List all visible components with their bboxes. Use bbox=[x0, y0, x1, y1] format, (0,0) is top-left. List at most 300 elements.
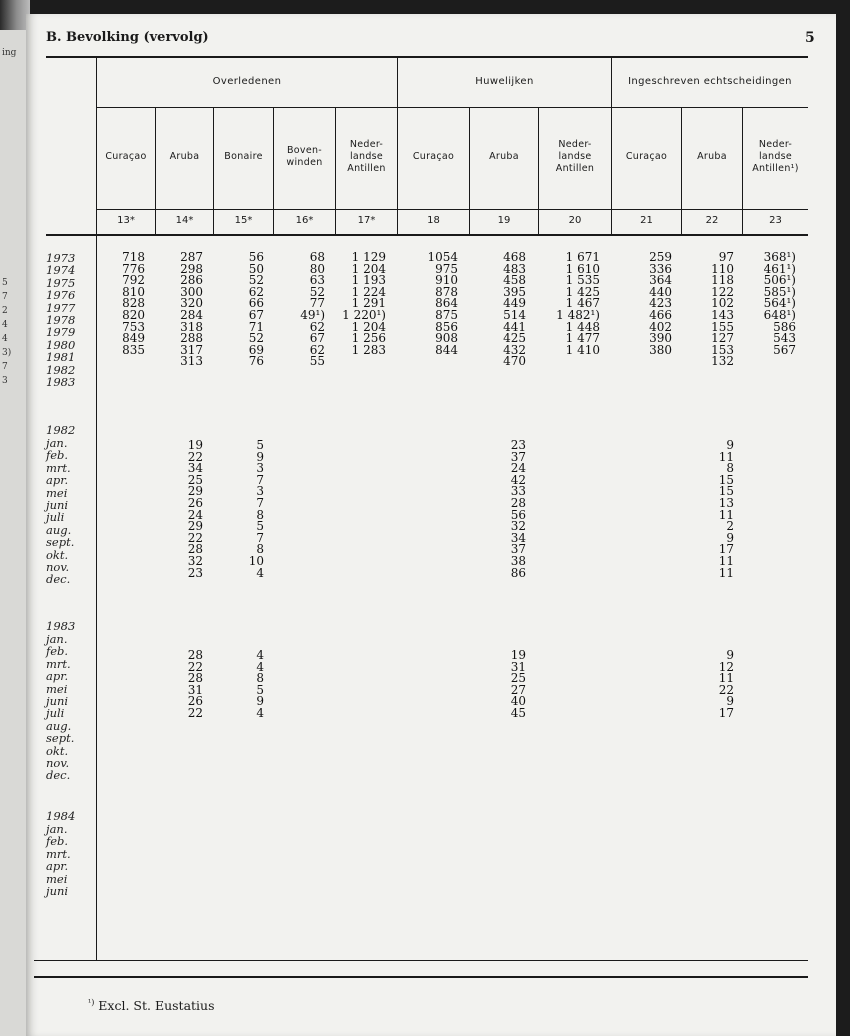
column-number: 15* bbox=[234, 215, 253, 226]
table-cell: 55 bbox=[309, 354, 325, 369]
footnote-rule bbox=[34, 976, 808, 978]
table-cell: 395 bbox=[503, 284, 526, 299]
data-column bbox=[540, 252, 600, 380]
table-cell: 31 bbox=[187, 682, 203, 697]
table-cell: 22 bbox=[187, 530, 203, 545]
row-label: 1978 bbox=[46, 313, 76, 328]
column-number: 17* bbox=[357, 215, 376, 226]
table-cell: 11 bbox=[718, 553, 734, 568]
table-cell: 9 bbox=[256, 694, 264, 709]
row-label: feb. bbox=[46, 644, 69, 659]
row-label: mrt. bbox=[46, 460, 71, 475]
table-cell: 38 bbox=[510, 553, 526, 568]
table-cell: 849 bbox=[122, 331, 145, 346]
table-cell bbox=[736, 368, 796, 380]
table-cell: 3 bbox=[256, 484, 264, 499]
row-label: 1983 bbox=[46, 375, 76, 390]
row-label: nov. bbox=[46, 756, 70, 771]
footnote bbox=[88, 998, 215, 1013]
table-cell: 317 bbox=[180, 342, 203, 357]
column-header: Bonaire bbox=[224, 151, 263, 162]
data-column bbox=[143, 440, 203, 579]
table-cell: 470 bbox=[503, 354, 526, 369]
page-number: 5 bbox=[805, 30, 815, 46]
table-cell: 23 bbox=[510, 438, 526, 452]
column-header: Neder- landse Antillen¹) bbox=[752, 139, 799, 174]
row-label: mei bbox=[46, 681, 68, 696]
table-cell: 118 bbox=[711, 273, 734, 288]
table-cell: 461¹) bbox=[763, 261, 796, 276]
table-cell: 440 bbox=[649, 284, 672, 299]
row-label: 1975 bbox=[46, 275, 76, 290]
table-cell bbox=[674, 368, 734, 380]
data-column bbox=[674, 650, 734, 720]
table-bottom-rule bbox=[34, 960, 808, 961]
table-cell: 390 bbox=[649, 331, 672, 346]
row-label: dec. bbox=[46, 572, 71, 587]
table-cell: 9 bbox=[726, 438, 734, 452]
table-cell: 17 bbox=[718, 705, 734, 720]
data-column bbox=[204, 650, 264, 720]
row-label: mei bbox=[46, 485, 68, 500]
row-label: jan. bbox=[46, 632, 68, 646]
table-cell bbox=[143, 368, 203, 380]
margin-fragment: 4 bbox=[2, 334, 8, 344]
table-cell: 32 bbox=[510, 519, 526, 534]
table-cell: 1 129 bbox=[351, 250, 386, 264]
margin-fragment: 5 bbox=[2, 278, 8, 288]
table-cell: 77 bbox=[309, 296, 325, 311]
table-cell: 4 bbox=[256, 565, 264, 580]
table-cell: 856 bbox=[435, 319, 458, 334]
table-cell: 69 bbox=[248, 342, 264, 357]
row-label: apr. bbox=[46, 473, 69, 488]
data-column bbox=[736, 252, 796, 380]
table-cell: 1 283 bbox=[351, 342, 386, 357]
table-cell: 5 bbox=[256, 519, 264, 534]
table-cell: 86 bbox=[510, 565, 526, 580]
table-cell: 506¹) bbox=[763, 273, 796, 288]
column-number: 18 bbox=[427, 215, 440, 226]
column-header: Aruba bbox=[489, 151, 519, 162]
table-cell: 31 bbox=[510, 659, 526, 674]
row-label: feb. bbox=[46, 448, 69, 463]
table-cell: 80 bbox=[309, 261, 325, 276]
table-cell: 910 bbox=[435, 273, 458, 288]
table-cell: 514 bbox=[503, 307, 526, 322]
row-label: 1973 bbox=[46, 251, 76, 265]
table-cell: 42 bbox=[510, 472, 526, 487]
margin-fragment: 7 bbox=[2, 292, 8, 302]
table-cell bbox=[85, 356, 145, 368]
table-cell: 286 bbox=[180, 273, 203, 288]
column-number: 16* bbox=[295, 215, 314, 226]
column-number: 20 bbox=[568, 215, 582, 226]
table-cell: 28 bbox=[187, 648, 203, 662]
column-header: Neder- landse Antillen bbox=[347, 139, 386, 174]
row-label: mrt. bbox=[46, 846, 71, 861]
table-cell: 1 477 bbox=[565, 331, 600, 346]
table-cell: 50 bbox=[248, 261, 264, 276]
table-cell: 76 bbox=[248, 354, 264, 369]
table-cell bbox=[398, 368, 458, 380]
table-cell: 483 bbox=[503, 261, 526, 276]
table-cell: 1 671 bbox=[565, 250, 600, 264]
margin-fragment: 2 bbox=[2, 306, 8, 316]
table-cell: 432 bbox=[503, 342, 526, 357]
table-cell: 364 bbox=[649, 273, 672, 288]
stub-months-1983 bbox=[46, 633, 74, 782]
row-label: apr. bbox=[46, 669, 69, 684]
table-cell: 423 bbox=[649, 296, 672, 311]
margin-fragment: 3) bbox=[2, 348, 12, 358]
header-bottom-rule bbox=[46, 234, 808, 236]
data-column bbox=[674, 252, 734, 380]
table-cell: 1 482¹) bbox=[556, 307, 600, 322]
table-cell: 29 bbox=[187, 484, 203, 499]
table-cell: 844 bbox=[435, 342, 458, 357]
table-cell: 25 bbox=[510, 671, 526, 686]
column-header: Boven- winden bbox=[286, 145, 323, 168]
table-cell: 336 bbox=[649, 261, 672, 276]
table-cell: 1 448 bbox=[565, 319, 600, 334]
table-cell: 776 bbox=[122, 261, 145, 276]
table-cell bbox=[204, 368, 264, 380]
table-cell: 68 bbox=[309, 250, 325, 264]
data-column bbox=[265, 252, 325, 380]
row-label: aug. bbox=[46, 718, 72, 733]
table-cell: 24 bbox=[187, 507, 203, 522]
table-cell: 8 bbox=[256, 542, 264, 557]
column-header: Aruba bbox=[697, 151, 727, 162]
table-cell bbox=[466, 368, 526, 380]
table-cell: 17 bbox=[718, 542, 734, 557]
row-label: juli bbox=[46, 510, 65, 525]
row-label: juli bbox=[46, 706, 65, 721]
column-number: 23 bbox=[769, 215, 782, 226]
footnote-text: Excl. St. Eustatius bbox=[94, 998, 215, 1014]
row-label: 1982 bbox=[46, 362, 76, 377]
row-label: sept. bbox=[46, 731, 75, 746]
table-cell: 648¹) bbox=[763, 307, 796, 322]
table-cell: 24 bbox=[510, 461, 526, 476]
table-cell: 62 bbox=[309, 342, 325, 357]
margin-fragment: 3 bbox=[2, 376, 8, 386]
table-cell: 15 bbox=[718, 484, 734, 499]
table-cell: 22 bbox=[187, 705, 203, 720]
table-cell bbox=[85, 368, 145, 380]
table-cell: 143 bbox=[711, 307, 734, 322]
table-cell: 449 bbox=[503, 296, 526, 311]
margin-fragment: 4 bbox=[2, 320, 8, 330]
table-cell: 28 bbox=[187, 671, 203, 686]
table-cell: 402 bbox=[649, 319, 672, 334]
column-header: Aruba bbox=[169, 151, 200, 162]
table-cell: 5 bbox=[256, 682, 264, 697]
table-cell: 110 bbox=[711, 261, 734, 276]
column-number: 13* bbox=[117, 215, 135, 226]
row-label: 1979 bbox=[46, 325, 76, 340]
table-cell: 97 bbox=[718, 250, 734, 264]
table-cell: 37 bbox=[510, 542, 526, 557]
data-column bbox=[326, 252, 386, 380]
table-cell bbox=[398, 356, 458, 368]
table-cell: 9 bbox=[726, 530, 734, 545]
table-cell: 67 bbox=[309, 331, 325, 346]
data-column bbox=[612, 252, 672, 380]
table-cell: 34 bbox=[510, 530, 526, 545]
table-cell: 33 bbox=[510, 484, 526, 499]
table-cell bbox=[326, 356, 386, 368]
table-cell: 8 bbox=[256, 507, 264, 522]
table-cell: 828 bbox=[122, 296, 145, 311]
row-label: 1977 bbox=[46, 300, 76, 315]
row-label: juni bbox=[46, 694, 69, 709]
table-cell: 34 bbox=[187, 461, 203, 476]
table-cell: 102 bbox=[711, 296, 734, 311]
table-cell: 56 bbox=[510, 507, 526, 522]
table-cell: 66 bbox=[248, 296, 264, 311]
table-cell: 1 291 bbox=[351, 296, 386, 311]
column-header: Curaçao bbox=[625, 151, 668, 162]
row-label: juni bbox=[46, 884, 69, 899]
table-cell: 468 bbox=[503, 250, 526, 264]
table-cell: 7 bbox=[256, 472, 264, 487]
table-cell: 5 bbox=[256, 438, 264, 452]
table-cell: 19 bbox=[510, 648, 526, 662]
table-cell: 1 256 bbox=[351, 331, 386, 346]
table-cell: 22 bbox=[187, 659, 203, 674]
row-label: jan. bbox=[46, 436, 68, 450]
table-cell: 37 bbox=[510, 449, 526, 464]
row-label: juni bbox=[46, 498, 69, 513]
table-cell: 11 bbox=[718, 449, 734, 464]
table-cell: 11 bbox=[718, 507, 734, 522]
table-cell: 320 bbox=[180, 296, 203, 311]
table-cell: 29 bbox=[187, 519, 203, 534]
row-label: 1974 bbox=[46, 263, 76, 278]
table-cell: 810 bbox=[122, 284, 145, 299]
column-number-top-rule bbox=[96, 209, 808, 210]
stub-year-1983: 1983 bbox=[46, 619, 76, 633]
table-cell: 15 bbox=[718, 472, 734, 487]
column-number: 22 bbox=[705, 215, 719, 226]
table-cell: 586 bbox=[773, 319, 796, 334]
column-number: 19 bbox=[497, 215, 511, 226]
table-cell: 9 bbox=[726, 648, 734, 662]
row-label: jan. bbox=[46, 822, 68, 836]
table-cell bbox=[540, 368, 600, 380]
table-cell: 11 bbox=[718, 671, 734, 686]
table-cell: 155 bbox=[711, 319, 734, 334]
table-cell: 585¹) bbox=[763, 284, 796, 299]
table-cell: 441 bbox=[503, 319, 526, 334]
table-cell: 368¹) bbox=[763, 250, 796, 264]
table-cell: 9 bbox=[726, 694, 734, 709]
row-label: feb. bbox=[46, 834, 69, 849]
table-cell: 878 bbox=[435, 284, 458, 299]
row-label: 1980 bbox=[46, 337, 76, 352]
stub-years bbox=[46, 252, 75, 388]
table-cell: 820 bbox=[122, 307, 145, 322]
table-cell: 1 410 bbox=[565, 342, 600, 357]
column-header: Curaçao bbox=[105, 151, 147, 162]
document-page bbox=[26, 14, 836, 1036]
table-cell: 313 bbox=[180, 354, 203, 369]
stub-year-1984: 1984 bbox=[46, 809, 76, 823]
table-cell: 425 bbox=[503, 331, 526, 346]
data-column bbox=[466, 440, 526, 579]
stub-year-1982: 1982 bbox=[46, 423, 76, 437]
table-cell: 288 bbox=[180, 331, 203, 346]
table-cell: 32 bbox=[187, 553, 203, 568]
table-cell: 67 bbox=[248, 307, 264, 322]
table-cell: 298 bbox=[180, 261, 203, 276]
row-label: okt. bbox=[46, 547, 69, 562]
facing-page-edge bbox=[0, 30, 26, 1036]
table-cell: 875 bbox=[435, 307, 458, 322]
table-cell: 564¹) bbox=[763, 296, 796, 311]
table-cell: 753 bbox=[122, 319, 145, 334]
table-cell: 300 bbox=[180, 284, 203, 299]
row-label: mei bbox=[46, 871, 68, 886]
table-cell: 63 bbox=[309, 273, 325, 288]
table-cell: 8 bbox=[256, 671, 264, 686]
data-column bbox=[85, 252, 145, 380]
table-cell: 13 bbox=[718, 495, 734, 510]
data-column bbox=[143, 252, 203, 380]
column-header: Curaçao bbox=[412, 151, 455, 162]
table-cell: 975 bbox=[435, 261, 458, 276]
table-cell: 466 bbox=[649, 307, 672, 322]
column-number: 21 bbox=[640, 215, 653, 226]
table-cell: 22 bbox=[187, 449, 203, 464]
group-header-marriages: Huwelijken bbox=[475, 76, 534, 87]
table-cell: 127 bbox=[711, 331, 734, 346]
table-cell: 52 bbox=[248, 273, 264, 288]
data-column bbox=[143, 650, 203, 720]
group-header-rule bbox=[96, 107, 808, 108]
table-cell: 1054 bbox=[427, 250, 458, 264]
table-cell: 62 bbox=[309, 319, 325, 334]
row-label: 1981 bbox=[46, 350, 76, 365]
table-cell: 71 bbox=[248, 319, 264, 334]
table-cell: 45 bbox=[510, 705, 526, 720]
table-cell: 62 bbox=[248, 284, 264, 299]
page-title: B. Bevolking (vervolg) bbox=[46, 30, 209, 45]
table-cell: 284 bbox=[180, 307, 203, 322]
table-cell: 259 bbox=[649, 250, 672, 264]
column-header: Neder- landse Antillen bbox=[555, 139, 595, 174]
data-column bbox=[204, 440, 264, 579]
table-cell: 22 bbox=[718, 682, 734, 697]
table-cell: 4 bbox=[256, 659, 264, 674]
table-cell: 7 bbox=[256, 495, 264, 510]
table-cell: 23 bbox=[187, 565, 203, 580]
table-cell: 11 bbox=[718, 565, 734, 580]
table-cell: 7 bbox=[256, 530, 264, 545]
table-cell: 19 bbox=[187, 438, 203, 452]
data-column bbox=[204, 252, 264, 380]
table-cell: 835 bbox=[122, 342, 145, 357]
row-label: okt. bbox=[46, 743, 69, 758]
table-cell bbox=[612, 356, 672, 368]
table-cell: 12 bbox=[718, 659, 734, 674]
row-label: mrt. bbox=[46, 656, 71, 671]
row-label: dec. bbox=[46, 768, 71, 783]
table-cell: 40 bbox=[510, 694, 526, 709]
stub-months-1982 bbox=[46, 437, 74, 586]
stub-divider bbox=[96, 57, 97, 961]
table-cell: 318 bbox=[180, 319, 203, 334]
table-cell: 792 bbox=[122, 273, 145, 288]
table-cell: 28 bbox=[187, 542, 203, 557]
table-cell: 718 bbox=[122, 250, 145, 264]
table-cell: 132 bbox=[711, 354, 734, 369]
table-cell: 1 535 bbox=[565, 273, 600, 288]
row-label: aug. bbox=[46, 522, 72, 537]
table-cell: 543 bbox=[773, 331, 796, 346]
table-cell: 1 204 bbox=[351, 319, 386, 334]
table-cell: 9 bbox=[256, 449, 264, 464]
table-cell: 1 224 bbox=[351, 284, 386, 299]
data-column bbox=[674, 440, 734, 579]
footnote-marker: ¹) bbox=[88, 998, 95, 1007]
table-cell: 10 bbox=[248, 553, 264, 568]
table-cell: 4 bbox=[256, 648, 264, 662]
table-cell: 908 bbox=[435, 331, 458, 346]
data-column bbox=[398, 252, 458, 380]
table-cell: 1 467 bbox=[565, 296, 600, 311]
margin-fragment: ing bbox=[2, 48, 17, 58]
table-cell: 26 bbox=[187, 694, 203, 709]
table-cell: 567 bbox=[773, 342, 796, 357]
table-cell: 28 bbox=[510, 495, 526, 510]
table-cell bbox=[326, 368, 386, 380]
table-cell: 52 bbox=[248, 331, 264, 346]
table-cell bbox=[612, 368, 672, 380]
group-header-divorces: Ingeschreven echtscheidingen bbox=[628, 76, 792, 87]
row-label: nov. bbox=[46, 560, 70, 575]
data-column bbox=[466, 650, 526, 720]
table-cell: 153 bbox=[711, 342, 734, 357]
row-label: 1976 bbox=[46, 288, 76, 303]
column-number: 14* bbox=[175, 215, 194, 226]
table-cell: 864 bbox=[435, 296, 458, 311]
row-label: apr. bbox=[46, 859, 69, 874]
table-cell: 1 220¹) bbox=[342, 307, 386, 322]
table-cell: 1 610 bbox=[565, 261, 600, 276]
table-cell: 25 bbox=[187, 472, 203, 487]
table-cell: 3 bbox=[256, 461, 264, 476]
table-cell bbox=[540, 356, 600, 368]
table-cell: 1 425 bbox=[565, 284, 600, 299]
stub-months-1984 bbox=[46, 823, 71, 897]
table-cell: 4 bbox=[256, 705, 264, 720]
table-cell: 52 bbox=[309, 284, 325, 299]
table-cell: 287 bbox=[180, 250, 203, 264]
table-cell: 49¹) bbox=[300, 307, 325, 322]
table-cell: 8 bbox=[726, 461, 734, 476]
table-cell bbox=[265, 368, 325, 380]
table-cell: 380 bbox=[649, 342, 672, 357]
table-cell: 1 193 bbox=[351, 273, 386, 288]
data-column bbox=[466, 252, 526, 380]
row-label: sept. bbox=[46, 535, 75, 550]
table-cell: 26 bbox=[187, 495, 203, 510]
table-cell: 122 bbox=[711, 284, 734, 299]
margin-fragment: 7 bbox=[2, 362, 8, 372]
